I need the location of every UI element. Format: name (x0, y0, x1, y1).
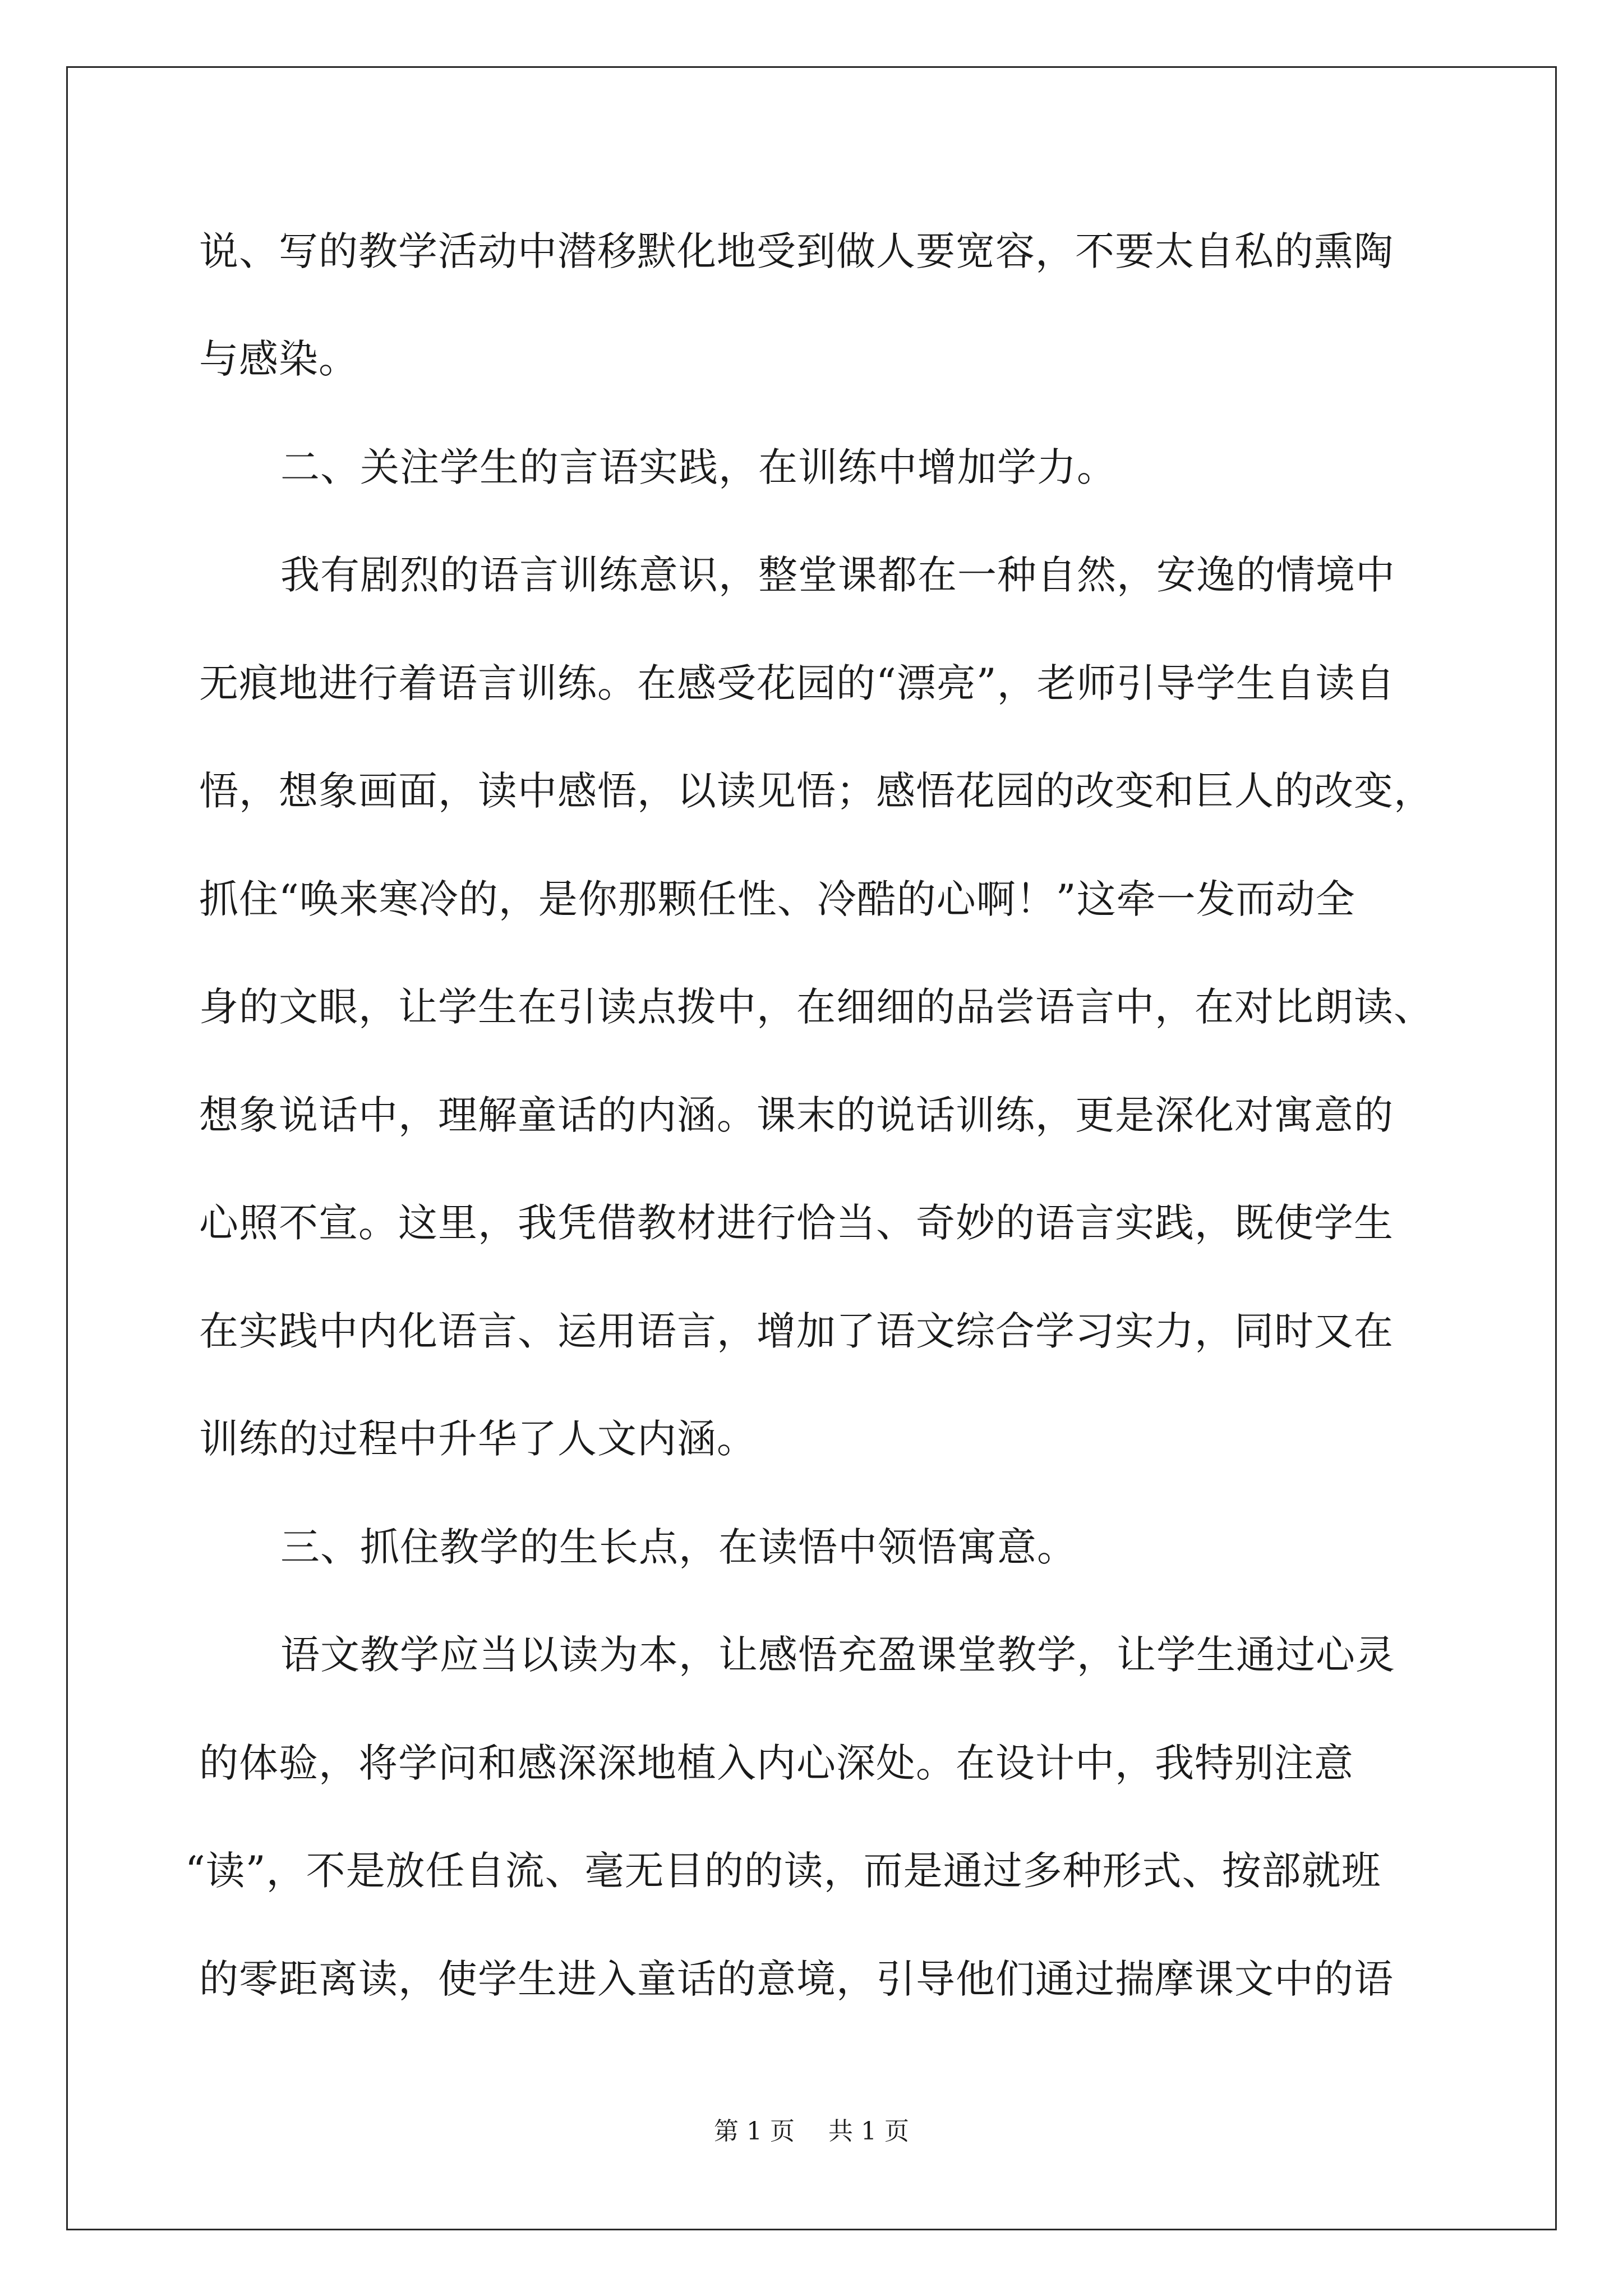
text-line: 与感染。 (199, 336, 358, 382)
text-line: “读”，不是放任自流、毫无目的的读，而是通过多种形式、按部就班 (185, 1848, 1381, 1894)
text-line: 语文教学应当以读为本，让感悟充盈课堂教学，让学生通过心灵 (280, 1632, 1395, 1678)
page-number-current: 第 1 页 (714, 2117, 795, 2146)
text-line: 说、写的教学活动中潜移默化地受到做人要宽容，不要太自私的熏陶 (199, 228, 1394, 274)
text-line: 想象说话中，理解童话的内涵。课末的说话训练，更是深化对寓意的 (199, 1092, 1394, 1138)
text-line: 身的文眼，让学生在引读点拨中，在细细的品尝语言中，在对比朗读、 (199, 984, 1433, 1030)
page-footer (0, 2119, 1623, 2144)
text-line: 悟，想象画面，读中感悟，以读见悟；感悟花园的改变和巨人的改变， (199, 768, 1433, 814)
page-border (66, 66, 1557, 2230)
page-number-total: 共 1 页 (828, 2117, 909, 2146)
text-line: 我有剧烈的语言训练意识，整堂课都在一种自然，安逸的情境中 (280, 552, 1395, 598)
text-line: 在实践中内化语言、运用语言，增加了语文综合学习实力，同时又在 (199, 1308, 1394, 1354)
text-line: 心照不宣。这里，我凭借教材进行恰当、奇妙的语言实践，既使学生 (199, 1200, 1394, 1246)
text-line: 的体验，将学问和感深深地植入内心深处。在设计中，我特别注意 (199, 1740, 1354, 1786)
text-line: 的零距离读，使学生进入童话的意境，引导他们通过揣摩课文中的语 (199, 1956, 1394, 2002)
section-heading: 三、抓住教学的生长点，在读悟中领悟寓意。 (280, 1524, 1077, 1570)
text-line: 训练的过程中升华了人文内涵。 (199, 1416, 757, 1462)
text-line: 抓住“唤来寒冷的，是你那颗任性、冷酷的心啊！”这牵一发而动全 (199, 876, 1355, 922)
section-heading: 二、关注学生的言语实践，在训练中增加学力。 (280, 444, 1117, 490)
text-line: 无痕地进行着语言训练。在感受花园的“漂亮”，老师引导学生自读自 (199, 660, 1395, 706)
